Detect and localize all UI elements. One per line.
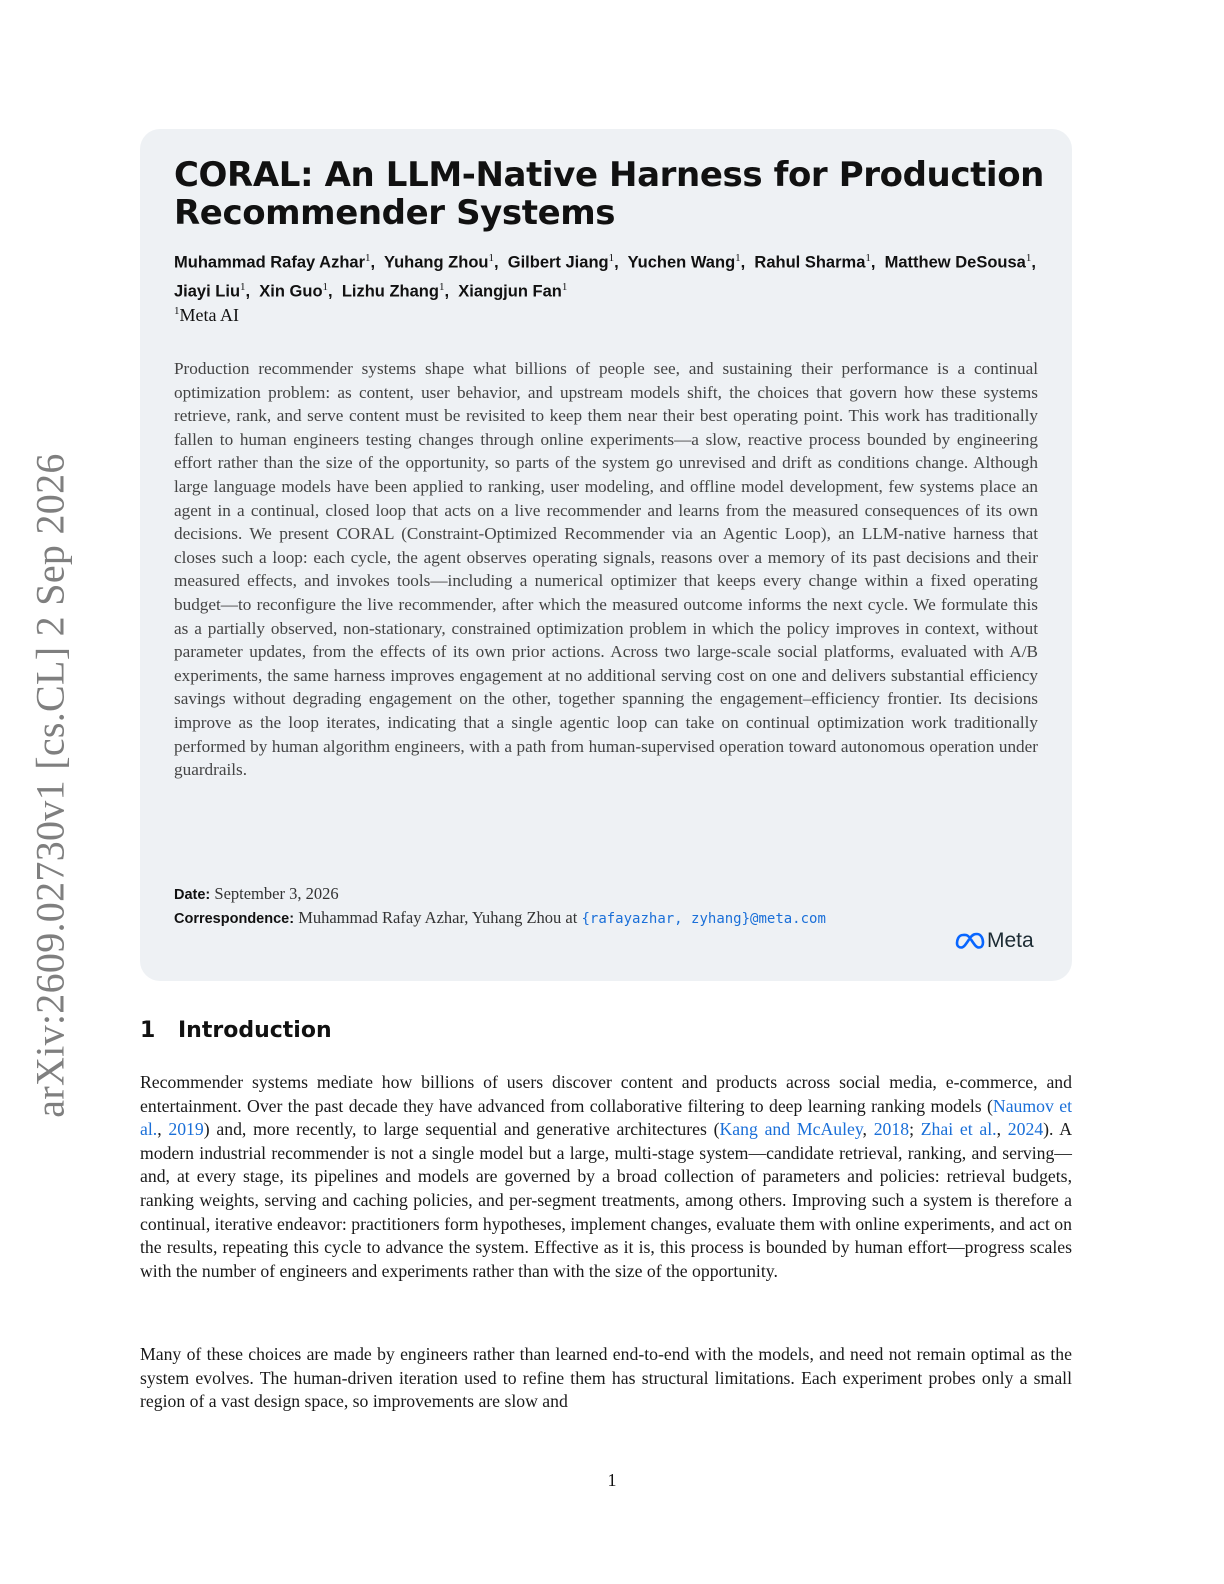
paper-title: CORAL: An LLM-Native Harness for Production Recommender Systems <box>174 155 1044 233</box>
correspondence-text: Muhammad Rafay Azhar, Yuhang Zhou at <box>298 908 578 927</box>
author: Muhammad Rafay Azhar <box>174 253 366 272</box>
meta-wordmark: Meta <box>987 929 1034 952</box>
author: Jiayi Liu <box>174 282 241 300</box>
author: Yuhang Zhou <box>383 253 489 272</box>
correspondence-email[interactable]: {rafayazhar, zyhang}@meta.com <box>581 911 826 927</box>
author: Rahul Sharma <box>754 253 866 272</box>
arxiv-identifier: arXiv:2609.02730v1 [cs.CL] 2 Sep 2026 <box>27 452 73 1118</box>
page-number: 1 <box>607 1470 617 1490</box>
author-list: Muhammad Rafay Azhar$^1$, Yuhang Zhou$^1$, Gilbert Jiang$^1$, Yuchen Wang$^1$, Rahul Sharma$^1$, Matthew DeSousa$^1$, Jiayi Liu$^1$, Xin Guo$^1$, Lizhu Zhang$^1$, Xiangjun Fan$^1$ <box>174 252 1041 300</box>
section-title: Introduction <box>178 1018 332 1043</box>
intro-paragraph-1: Recommender systems mediate how billions of users discover content and products across social media, e-commerce, and entertainment. Over the past decade they have advanced from collaborative filtering to deep learning ranking models (Naumov et al., 2019) and, more recently, to large sequential and generative architectures (Kang and McAuley, 2018; Zhai et al., 2024). A modern industrial recommender is not a single model but a large, multi-stage system—candidate retrieval, ranking, and serving—and, at every stage, its pipelines and models are governed by a broad collection of parameters and policies: retrieval budgets, ranking weights, serving and caching policies, and per-segment treatments, among others. Improving such a system is therefore a continual, iterative endeavor: practitioners form hypotheses, implement changes, evaluate them with online experiments, and act on the results, repeating this cycle to advance the system. Effective as it is, this process is bounded by human effort—progress scales with the number of engineers and experiments rather than with the size of the opportunity. <box>140 1072 1073 1281</box>
intro-paragraph-2: Many of these choices are made by engineers rather than learned end-to-end with the models, and need not remain optimal as the system evolves. The human-driven iteration used to refine them has structural limitations. Each experiment probes only a small region of a vast design space, so improvements are slow and <box>140 1344 1072 1412</box>
author: Lizhu Zhang <box>341 282 439 300</box>
date-value: September 3, 2026 <box>214 884 339 903</box>
meta-infinity-icon <box>955 932 985 950</box>
abstract: Production recommender systems shape what billions of people see, and sustaining their performance is a continual optimization problem: as content, user behavior, and upstream models shift, the choices that govern how these systems retrieve, rank, and serve content must be revisited to keep them near their best operating point. This work has traditionally fallen to human engineers testing changes through online experiments—a slow, reactive process bounded by engineering effort rather than the size of the opportunity, so parts of the system go unrevised and drift as conditions change. Although large language models have been applied to ranking, user modeling, and offline model development, few systems place an agent in a continual, closed loop that acts on a live recommender and learns from the measured consequences of its own decisions. We present CORAL (Constraint-Optimized Recommender via an Agentic Loop), an LLM-native harness that closes such a loop: each cycle, the agent observes operating signals, reasons over a memory of its past decisions and their measured effects, and invokes tools—including a numerical optimizer that keeps every change within a fixed operating budget—to reconfigure the live recommender, after which the measured outcome informs the next cycle. We formulate this as a partially observed, non-stationary, constrained optimization problem in which the policy improves in context, without parameter updates, from the effects of its own prior actions. Across two large-scale social platforms, evaluated with A/B experiments, the same harness improves engagement at no additional serving cost on one and delivers substantial efficiency savings without degrading engagement on the other, together spanning the engagement–efficiency frontier. Its decisions improve as the loop iterates, indicating that a single agentic loop can take on continual optimization work traditionally performed by human algorithm engineers, with a path from human-supervised operation toward autonomous operation under guardrails. <box>174 359 1038 780</box>
arxiv-stamp <box>8 453 92 1117</box>
citation-link[interactable]: 2019 <box>168 1119 204 1140</box>
author: Yuchen Wang <box>627 253 736 272</box>
affiliation: $^1$Meta AI <box>174 305 239 325</box>
citation-link[interactable]: Naumov et al. <box>140 1095 1072 1140</box>
citation-link[interactable]: 2024 <box>1007 1119 1044 1140</box>
author: Xiangjun Fan <box>458 282 562 300</box>
correspondence-label: Correspondence: <box>174 911 295 927</box>
citation-link[interactable]: Zhai et al. <box>920 1119 997 1140</box>
date-label: Date: <box>174 887 211 903</box>
meta-logo <box>955 928 1034 954</box>
section-heading <box>140 1018 332 1043</box>
author: Gilbert Jiang <box>507 253 609 272</box>
citation-link[interactable]: 2018 <box>873 1119 910 1140</box>
section-number: 1 <box>140 1018 156 1043</box>
correspondence-line <box>174 908 826 928</box>
author: Matthew DeSousa <box>884 253 1026 272</box>
citation-link[interactable]: Kang and McAuley <box>719 1119 863 1140</box>
author: Xin Guo <box>259 282 323 300</box>
date-line <box>174 884 339 904</box>
